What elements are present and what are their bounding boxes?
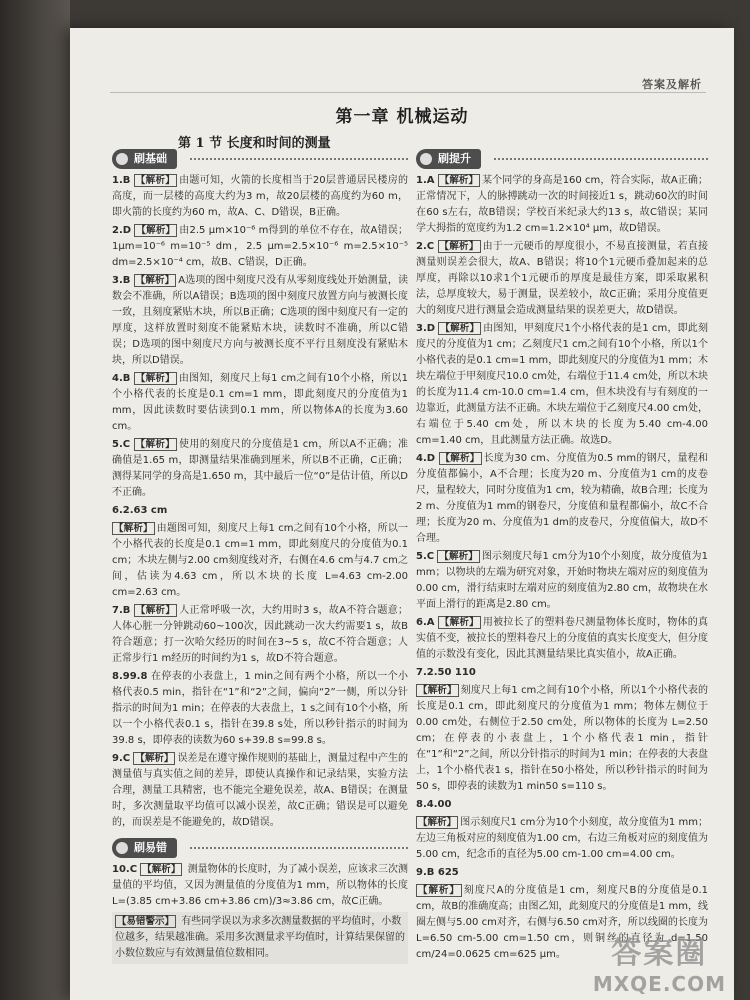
error-warning-box bbox=[112, 912, 408, 964]
answer-item bbox=[112, 669, 408, 749]
band-divider bbox=[190, 158, 408, 160]
book-spine-shadow bbox=[0, 0, 70, 1000]
section-title: 第 1 节 长度和时间的测量 bbox=[178, 136, 331, 151]
analysis-tag: 【解析】 bbox=[135, 175, 176, 186]
answer-text: 用被拉长了的塑料卷尺测量物体长度时，物体的真实值不变，被拉长的塑料卷尺上的分度值的真实长度变大，但分度值的示数没有变化，因此其测量结果比真实值小，故A正确。 bbox=[416, 617, 708, 660]
analysis-tag: 【解析】 bbox=[439, 617, 479, 628]
band-up-label: 刷提升 bbox=[416, 149, 481, 169]
answer-item bbox=[416, 239, 708, 319]
answer-item bbox=[112, 223, 408, 271]
answer-number: 7.B bbox=[112, 605, 131, 616]
analysis-tag: 【解析】 bbox=[114, 523, 153, 534]
left-column bbox=[112, 148, 408, 964]
analysis-tag: 【解析】 bbox=[135, 753, 174, 764]
band-divider bbox=[190, 847, 408, 849]
answer-text: 误差是在遵守操作规则的基础上，测量过程中产生的测量值与真实值之间的差异，即使认真操作和记录结果，实验方法合理，测量工具精密，也不能完全避免误差，故A、B错误；在测量时，多次测量取平均值可以减小误差，故C正确；错误是可以避免的，而误差是不能避免的，故D错误。 bbox=[112, 753, 408, 828]
analysis-tag: 【解析】 bbox=[418, 817, 457, 828]
band-error bbox=[112, 837, 408, 859]
answer-text: 使用的刻度尺的分度值是1 cm，所以A不正确；准确值是1.65 m，即测量结果准确到厘米，所以B不正确，C正确；测得某同学的身高是1.650 m，其中最后一位“0”是估计值，所以D不正确。 bbox=[112, 439, 408, 498]
answer-item bbox=[112, 503, 408, 519]
chapter-title: 第一章 机械运动 bbox=[335, 107, 469, 127]
answer-text: 由图知，刻度尺上每1 cm之间有10个小格，所以1个小格代表的长度是0.1 cm=1 mm，即此刻度尺的分度值为1 mm，因此读数时要估读到0.1 mm，所以物体A的长度为3.60 cm。 bbox=[112, 373, 408, 432]
advanced-answers-list bbox=[416, 173, 708, 963]
answer-item bbox=[416, 797, 708, 813]
answer-number: 8.99.8 bbox=[112, 671, 148, 682]
answer-text: 长度为30 cm、分度值为0.5 mm的钢尺，量程和分度值都偏小，A不合理；长度为20 m、分度值为1 cm的皮卷尺，量程较大，同时分度值为1 cm，较为精确，故B合理；长度为2 m、分度值为1 mm的钢卷尺，分度值和量程都偏小，故C不合理；长度为20 m、分度值为1 dm的皮卷尺，分度值偏大，故D不合理。 bbox=[416, 453, 708, 544]
answer-text: 人正常呼吸一次，大约用时3 s，故A不符合题意；人体心脏一分钟跳动60~100次，因此跳动一次大约需要1 s，故B符合题意；打一次哈欠经历的时间在3~5 s，故C不符合题意；人正常步行1 m经历的时间约为1 s，故D不符合题意。 bbox=[112, 605, 408, 664]
band-divider bbox=[494, 158, 708, 160]
answer-number: 9.B 625 bbox=[416, 867, 459, 878]
answer-item bbox=[112, 521, 408, 601]
answer-number: 9.C bbox=[112, 753, 131, 764]
right-column bbox=[416, 148, 708, 965]
answer-text: 由于一元硬币的厚度很小，不易直接测量，若直接测量则误差会很大，故A、B错误；将10个1元硬币叠加起来的总厚度，再除以10求1个1元硬币的厚度是最佳方案，即采取累积法，总厚度较大，易于测量，误差较小，故C正确；采用分度值更大的刻度尺进行测量会造成测量结果的误差更大，故D错误。 bbox=[416, 241, 708, 316]
analysis-tag: 【解析】 bbox=[439, 551, 478, 562]
analysis-tag: 【解析】 bbox=[135, 439, 176, 450]
answer-item bbox=[112, 173, 408, 221]
answer-text: 某个同学的身高是160 cm，符合实际，故A正确；正常情况下，人的脉搏跳动一次的时间接近1 s，跳动60次的时间在60 s左右，故B错误；学校百米纪录大约13 s，故C错误；某同学大拇指的宽度约为1.2 cm=1.2×10⁴ μm，故D错误。 bbox=[416, 175, 708, 234]
analysis-tag: 【解析】 bbox=[440, 453, 480, 464]
band-basic bbox=[112, 148, 408, 170]
warning-tag: 【易错警示】 bbox=[117, 916, 175, 927]
answer-number: 2.D bbox=[112, 225, 132, 236]
answer-number: 1.B bbox=[112, 175, 131, 186]
answer-item bbox=[112, 751, 408, 831]
answer-number: 7.2.50 110 bbox=[416, 667, 476, 678]
document-page bbox=[70, 28, 734, 1000]
analysis-tag: 【解析】 bbox=[136, 225, 176, 236]
analysis-tag: 【解析】 bbox=[135, 605, 176, 616]
analysis-tag: 【解析】 bbox=[418, 685, 457, 696]
answer-text: 由2.5 μm×10⁻⁶ m得到的单位不存在，故A错误；1μm=10⁻⁶ m=10⁻⁵ dm，2.5 μm=2.5×10⁻⁶ m=2.5×10⁻⁵ dm=2.5×10⁻⁴ cm，故B、C错误，D正确。 bbox=[112, 225, 408, 268]
answer-number: 1.A bbox=[416, 175, 435, 186]
answer-item bbox=[416, 815, 708, 863]
answer-number: 4.D bbox=[416, 453, 436, 464]
answer-item bbox=[416, 615, 708, 663]
answer-item bbox=[416, 865, 708, 881]
answer-text: 由题可知，火箭的长度相当于20层普通居民楼房的高度，而一层楼的高度大约为3 m，故20层楼的高度约为60 m，即火箭的长度约为60 m，故A、C、D错误，B正确。 bbox=[112, 175, 408, 218]
answer-item bbox=[416, 683, 708, 795]
header-divider bbox=[110, 92, 706, 93]
answer-number: 2.C bbox=[416, 241, 435, 252]
answer-item bbox=[112, 273, 408, 369]
answer-item bbox=[416, 451, 708, 547]
answer-number: 5.C bbox=[416, 551, 435, 562]
watermark-url: MXQE.COM bbox=[592, 972, 726, 996]
answer-item bbox=[112, 862, 408, 910]
answer-item bbox=[112, 437, 408, 501]
answer-item bbox=[416, 549, 708, 613]
answer-text: 刻度尺上每1 cm之间有10个小格，所以1个小格代表的长度是0.1 cm，即此刻度尺的分度值为1 mm；物体左侧位于0.00 cm处，右侧位于2.50 cm处，所以物体的长度为 L=2.50 cm；在停表的小表盘上，1个小格代表1 min，指针在“1”和“2”之间，所以分针指示的时间为1 min；在停表的大表盘上，1个小格代表1 s，指针在50小格处，所以秒针指示的时间为50 s，即停表的读数为1 min50 s=110 s。 bbox=[416, 685, 708, 792]
answer-number: 8.4.00 bbox=[416, 799, 452, 810]
answer-item bbox=[112, 371, 408, 435]
watermark-logo: 答案圈 bbox=[611, 936, 708, 971]
analysis-tag: 【解析】 bbox=[439, 241, 479, 252]
answer-item bbox=[416, 665, 708, 681]
basic-answers-list bbox=[112, 173, 408, 831]
answer-number: 4.B bbox=[112, 373, 131, 384]
band-error-label: 刷易错 bbox=[112, 838, 177, 858]
answer-text: 由题图可知，刻度尺上每1 cm之间有10个小格，所以一个小格代表的长度是0.1 cm=1 mm，即此刻度尺的分度值为0.1 cm；木块左侧与2.00 cm刻度线对齐，右侧在4.6 cm与4.7 cm之间，估读为4.63 cm，所以木块的长度 L=4.63 cm-2.00 cm=2.63 cm。 bbox=[112, 523, 408, 598]
answer-number: 3.B bbox=[112, 275, 131, 286]
answer-text: 在停表的小表盘上，1 min之间有两个小格，所以一个小格代表0.5 min，指针在“1”和“2”之间，偏向“2”一侧，所以分针指示的时间为1 min；在停表的大表盘上，1 s之间有10个小格，所以一个小格代表0.1 s，指针在39.8 s处，所以秒针指示的时间为39.8 s，即停表的读数为60 s+39.8 s=99.8 s。 bbox=[112, 671, 408, 746]
answer-header-tag: 答案及解析 bbox=[642, 78, 702, 91]
analysis-tag: 【解析】 bbox=[418, 885, 460, 896]
band-up bbox=[416, 148, 708, 170]
answer-item bbox=[416, 173, 708, 237]
answer-item bbox=[416, 321, 708, 449]
answer-item bbox=[112, 603, 408, 667]
answer-number: 6.2.63 cm bbox=[112, 505, 168, 516]
answer-text: 图示刻度尺每1 cm分为10个小刻度，故分度值为1 mm；以物块的左端为研究对象，开始时物块左端对应的刻度值为0.00 cm，滑行结束时左端对应的刻度值为2.80 cm，故物块在水平面上滑行的距离是2.80 cm。 bbox=[416, 551, 708, 610]
analysis-tag: 【解析】 bbox=[135, 373, 175, 384]
analysis-tag: 【解析】 bbox=[439, 175, 479, 186]
answer-text: A选项的图中刻度尺没有从零刻度线处开始测量，读数会不准确，所以A错误；B选项的图中刻度尺放置方向与被测长度一致，且刻度紧贴木块，所以B正确；C选项的图中刻度尺有一定的厚度，这样放置时刻度不能紧贴木块，读数时不准确，所以C错误；D选项的图中刻度尺方向与被测长度不平行且刻度没有紧贴木块，所以D错误。 bbox=[112, 275, 408, 366]
analysis-tag: 【解析】 bbox=[135, 275, 175, 286]
analysis-tag: 【解析】 bbox=[440, 323, 480, 334]
answer-number: 5.C bbox=[112, 439, 131, 450]
answer-number: 3.D bbox=[416, 323, 436, 334]
answer-text: 图示刻度尺1 cm分为10个小刻度，故分度值为1 mm；左边三角板对应的刻度值为1.00 cm，右边三角板对应的刻度值为5.00 cm，纪念币的直径为5.00 cm-1.00 cm=4.00 cm。 bbox=[416, 817, 708, 860]
band-basic-label: 刷基础 bbox=[112, 149, 177, 169]
answer-text: 测量物体的长度时，为了减小误差，应该求三次测量值的平均值，又因为测量值的分度值为1 mm，所以物体的长度 L=(3.85 cm+3.86 cm+3.86 cm)/3≈3.86 cm，故C正确。 bbox=[112, 864, 408, 907]
answer-number: 10.C bbox=[112, 864, 138, 875]
answer-text: 由图知，甲刻度尺1个小格代表的是1 cm，即此刻度尺的分度值为1 cm；乙刻度尺1 cm之间有10个小格，所以1个小格代表的是0.1 cm=1 mm，即此刻度尺的分度值为1 mm；木块左端位于甲刻度尺10.0 cm处，右端位于11.4 cm处，所以木块的长度为11.4 cm-10.0 cm=1.4 cm，但木块没有与有刻度的一边靠近，此测量方法不正确。木块左端位于乙刻度尺4.00 cm处，右端位于5.40 cm处，所以木块的长度为5.40 cm-4.00 cm=1.40 cm，且此测量方法正确。故选D。 bbox=[416, 323, 708, 446]
answer-number: 6.A bbox=[416, 617, 435, 628]
analysis-tag: 【解析】 bbox=[142, 864, 181, 875]
answer-text: 刻度尺A的分度值是1 cm，刻度尺B的分度值是0.1 cm，故B的准确度高；由图乙知，此刻度尺的分度值是1 mm，线圈左侧与5.00 cm对齐，右侧与6.50 cm对齐，所以线圈的长度为 L=6.50 cm-5.00 cm=1.50 cm，则铜丝的直径为 d=1.50 cm/24=0.0625 cm=625 μm。 bbox=[416, 885, 708, 960]
warning-text: 有些同学误以为求多次测量数据的平均值时，小数位越多，结果越准确。采用多次测量求平均值时，计算结果保留的小数位数应与有效测量值位数相同。 bbox=[115, 916, 405, 959]
site-watermark bbox=[593, 928, 726, 996]
